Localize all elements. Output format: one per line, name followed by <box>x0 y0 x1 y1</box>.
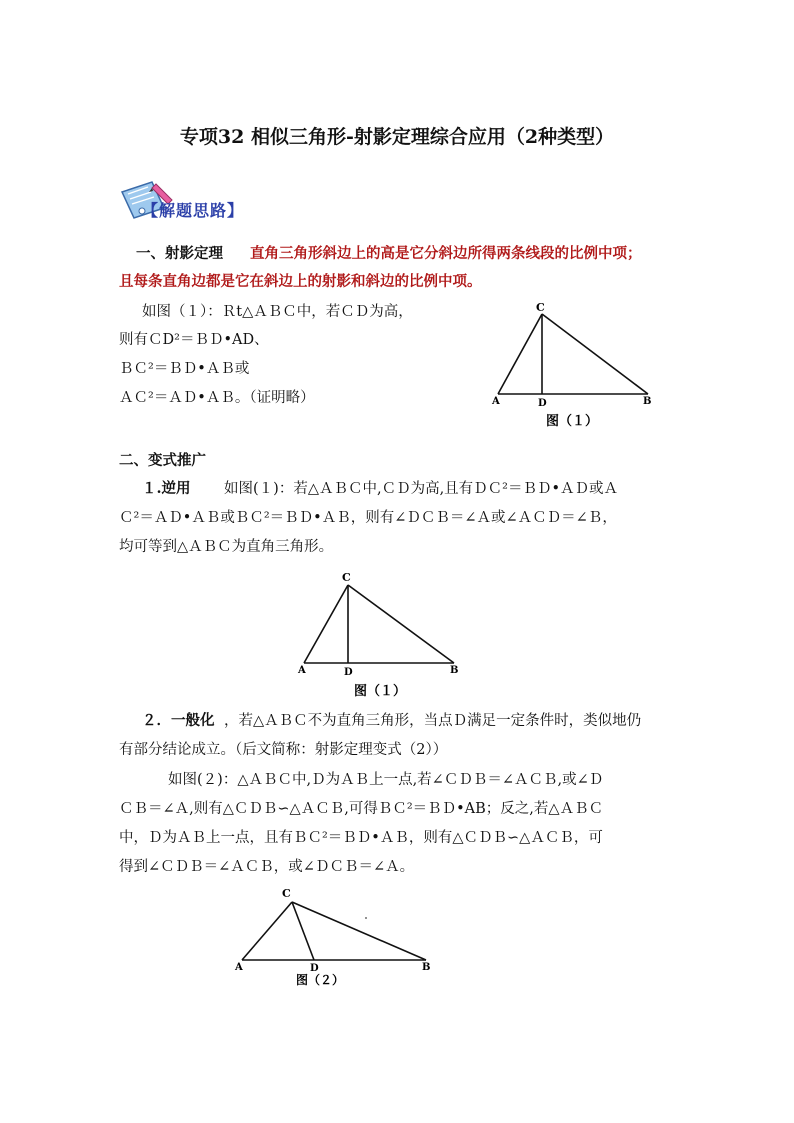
page-title: 专项32 相似三角形-射影定理综合应用（2种类型） <box>179 126 615 148</box>
vertex-label-b: B <box>643 396 652 407</box>
generalization-text: 如图(２)：△ＡＢＣ中,Ｄ为ＡＢ上一点,若∠ＣＤＢ＝∠ＡＣＢ,或∠Ｄ <box>168 772 604 788</box>
vertex-label-d: D <box>310 963 319 974</box>
figure-2-triangle <box>230 880 440 990</box>
section1-text: ＡＣ²＝ＡＤ•ＡＢ。（证明略） <box>119 390 315 406</box>
section2-heading: 二、变式推广 <box>119 452 206 469</box>
solution-approach-badge <box>118 178 278 222</box>
vertex-label-c: C <box>536 301 545 314</box>
generalization-text: ＣＢ＝∠Ａ,则有△ＣＤＢ∽△ＡＣＢ,可得ＢＣ²＝ＢＤ•AB；反之,若△ＡＢＣ <box>119 801 604 817</box>
generalization-text: ，若△ＡＢＣ不为直角三角形，当点Ｄ满足一定条件时，类似地仍 <box>224 713 642 729</box>
generalization-text: 中，Ｄ为ＡＢ上一点，且有ＢＣ²＝ＢＤ•ＡＢ，则有△ＣＤＢ∽△ＡＣＢ，可 <box>119 830 603 846</box>
generalization-text: 有部分结论成立。（后文简称：射影定理变式（2）） <box>119 742 448 758</box>
generalization-text: 得到∠ＣＤＢ＝∠ＡＣＢ，或∠ＤＣＢ＝∠Ａ。 <box>119 859 415 875</box>
badge-label: 【解题思路】 <box>142 201 245 220</box>
section1-text: 则有ＣD²＝ＢＤ•AD、 <box>119 332 269 348</box>
figure-caption: 图（２） <box>296 973 345 987</box>
vertex-label-c: C <box>342 571 351 584</box>
vertex-label-a: A <box>235 962 243 973</box>
converse-text: 均可等到△ＡＢＣ为直角三角形。 <box>119 539 334 555</box>
vertex-label-b: B <box>450 665 459 676</box>
vertex-label-a: A <box>492 396 500 407</box>
vertex-label-b: B <box>422 962 431 973</box>
vertex-label-d: D <box>538 398 547 409</box>
figure-1-right-triangle <box>488 298 663 433</box>
figure-caption: 图（１） <box>546 414 599 429</box>
theorem-statement-line1: 直角三角形斜边上的高是它分斜边所得两条线段的比例中项； <box>250 245 642 262</box>
vertex-label-a: A <box>298 665 306 676</box>
section1-text: 如图（１）：Ｒt△ＡＢＣ中，若ＣＤ为高， <box>142 304 413 320</box>
converse-text: Ｃ²＝ＡＤ•ＡＢ或ＢＣ²＝ＢＤ•ＡＢ，则有∠ＤＣＢ＝∠Ａ或∠ＡＣＤ＝∠Ｂ， <box>119 510 617 526</box>
figure-1-right-triangle-centered <box>288 565 473 705</box>
converse-text: 如图(１)：若△ＡＢＣ中,ＣＤ为高,且有ＤＣ²＝ＢＤ•ＡＤ或Ａ <box>224 481 619 497</box>
section1-text: ＢＣ²＝ＢＤ•ＡＢ或 <box>119 361 250 377</box>
figure-caption: 图（１） <box>354 684 407 699</box>
converse-label: １.逆用 <box>142 480 191 497</box>
generalization-label: ２．一般化 <box>142 712 215 729</box>
vertex-label-c: C <box>282 887 291 900</box>
theorem-statement-line2: 且每条直角边都是它在斜边上的射影和斜边的比例中项。 <box>119 273 482 290</box>
section1-heading: 一、射影定理 <box>136 245 223 262</box>
vertex-label-d: D <box>344 667 353 678</box>
